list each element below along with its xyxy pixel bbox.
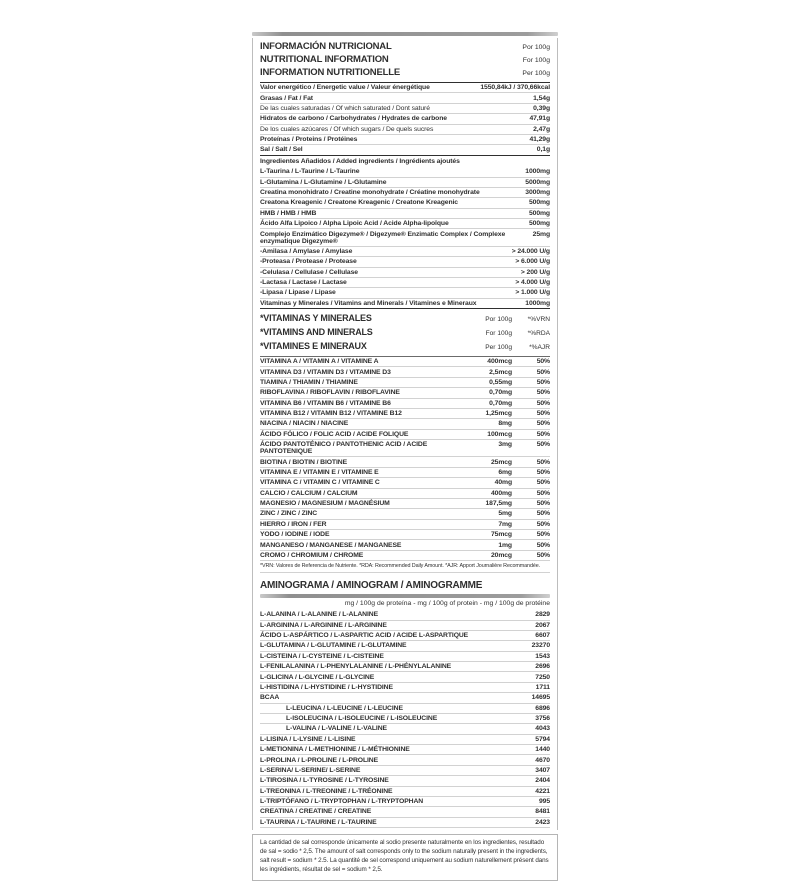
nutrient-name: De las cuales saturadas / Of which saturated / Dont saturé	[260, 104, 430, 112]
amino-acid-name: L-GLICINA / L-GLYCINE / L-GLYCINE	[260, 673, 375, 681]
ingredient-name: Creatina monohidrato / Creatine monohydrate / Créatine monohydrate	[260, 189, 480, 197]
nutrition-row	[260, 103, 550, 113]
amino-acid-name: L-TIROSINA / L-TYROSINE / L-TYROSINE	[260, 777, 389, 785]
nutrient-name: De los cuales azúcares / Of which sugars / De quels sucres	[260, 125, 434, 133]
panel-header	[260, 39, 550, 82]
aminogram-subtitle: mg / 100g de proteína - mg / 100g of protein - mg / 100g de protéine	[344, 600, 550, 608]
vitamins-rows	[260, 356, 550, 560]
vitamin-percent: 50%	[536, 458, 550, 466]
amino-acid-row	[260, 692, 550, 702]
vitamins-per-label: Per 100g	[485, 343, 512, 351]
panel-title: INFORMATION NUTRITIONELLE	[260, 67, 400, 78]
vitamins-per-label: For 100g	[485, 329, 512, 337]
vitamin-row	[260, 377, 550, 387]
nutrition-facts-panel	[252, 38, 558, 830]
vitamin-row	[260, 366, 550, 376]
vitamin-name: MAGNESIO / MAGNESIUM / MAGNÉSIUM	[260, 500, 390, 508]
vitamin-row	[260, 529, 550, 539]
nutrition-row	[260, 92, 550, 102]
amino-acid-row	[260, 682, 550, 692]
vitamin-row	[260, 498, 550, 508]
ingredient-name: Complejo Enzimático Digezyme® / Digezyme® Enzimatic Complex / Complexe enzymatique Digezyme®	[260, 230, 506, 245]
vitamin-amount: 6mg	[498, 468, 512, 476]
ingredient-amount: > 4.000 U/g	[515, 279, 550, 287]
vitamin-amount: 0,70mg	[489, 389, 512, 397]
ingredient-row	[260, 277, 550, 287]
vitamin-amount: 1mg	[498, 541, 512, 549]
vitamin-row	[260, 508, 550, 518]
vitamin-name: VITAMINA D3 / VITAMIN D3 / VITAMINE D3	[260, 368, 391, 376]
vitamins-header-row	[260, 312, 550, 326]
amino-acid-name: L-HISTIDINA / L-HYSTIDINE / L-HYSTIDINE	[260, 683, 393, 691]
amino-acid-row	[260, 817, 550, 827]
vitamin-amount: 400mcg	[487, 358, 512, 366]
vitamins-footnote: *VRN: Valores de Referencia de Nutriente. *RDA: Recommended Daily Amount. *AJR: Apport Journalière Recommandée.	[260, 560, 550, 573]
amino-acid-value: 4670	[535, 756, 550, 764]
vitamin-row	[260, 456, 550, 466]
amino-acid-row	[260, 703, 550, 713]
amino-acid-row	[260, 754, 550, 764]
amino-acid-value: 1440	[535, 746, 550, 754]
vitamin-amount: 100mcg	[487, 430, 512, 438]
vitamin-name: ZINC / ZINC / ZINC	[260, 510, 318, 518]
amino-acid-row	[260, 775, 550, 785]
vitamin-name: ÁCIDO FÓLICO / FOLIC ACID / ACIDE FOLIQUE	[260, 430, 409, 438]
vitamin-row	[260, 398, 550, 408]
ingredient-amount: 500mg	[528, 199, 550, 207]
ingredient-amount: > 24.000 U/g	[511, 247, 550, 255]
vitamin-row	[260, 439, 550, 456]
nutrient-value: 41,29g	[529, 136, 550, 144]
vitamin-name: VITAMINA C / VITAMIN C / VITAMINE C	[260, 479, 380, 487]
amino-acid-value: 8481	[535, 808, 550, 816]
vitamin-percent: 50%	[536, 389, 550, 397]
amino-acid-value: 7250	[535, 673, 550, 681]
amino-acid-name: L-GLUTAMINA / L-GLUTAMINE / L-GLUTAMINE	[260, 642, 407, 650]
nutrition-label	[252, 32, 558, 881]
vitamins-header-row	[260, 326, 550, 340]
ingredient-name: -Lipasa / Lipase / Lipase	[260, 289, 336, 297]
ingredient-row	[260, 228, 550, 245]
vitamin-amount: 0,70mg	[489, 399, 512, 407]
ingredient-row	[260, 177, 550, 187]
amino-acid-row	[260, 620, 550, 630]
vitamin-amount: 5mg	[498, 510, 512, 518]
amino-acid-name: L-FENILALANINA / L-PHENYLALANINE / L-PHÉNYLALANINE	[260, 663, 452, 671]
vitamin-percent: 50%	[536, 378, 550, 386]
ingredient-amount: 500mg	[528, 220, 550, 228]
aminogram-title: AMINOGRAMA / AMINOGRAM / AMINOGRAMME	[260, 580, 483, 592]
nutrient-value: 1,54g	[533, 94, 550, 102]
amino-acid-row	[260, 661, 550, 671]
ingredient-amount: 500mg	[528, 209, 550, 217]
vitamin-row	[260, 357, 550, 366]
ingredient-name: Creatona Kreagenic / Creatone Kreagenic / Creatone Kreagenic	[260, 199, 458, 207]
header-row	[260, 54, 550, 67]
vitamins-section-title: *VITAMINES E MINERAUX	[260, 340, 367, 351]
amino-acid-row	[260, 671, 550, 681]
ingredient-amount: 25mg	[532, 230, 550, 238]
amino-acid-value: 2067	[535, 621, 550, 629]
ingredient-name: -Amilasa / Amylase / Amylase	[260, 247, 353, 255]
amino-acid-value: 2404	[535, 777, 550, 785]
vitamin-name: VITAMINA E / VITAMIN E / VITAMINE E	[260, 468, 379, 476]
ingredient-row	[260, 246, 550, 256]
ingredient-amount: > 6.000 U/g	[515, 258, 550, 266]
nutrient-value: 0,1g	[536, 146, 550, 154]
vitamin-percent: 50%	[536, 551, 550, 559]
vitamin-row	[260, 418, 550, 428]
nutrition-row	[260, 144, 550, 154]
vitamin-amount: 25mcg	[490, 458, 512, 466]
vitamin-name: TIAMINA / THIAMIN / THIAMINE	[260, 378, 358, 386]
vitamin-amount: 1,25mcg	[485, 410, 512, 418]
amino-acid-name: CREATINA / CREATINE / CREATINE	[260, 808, 372, 816]
header-row	[260, 67, 550, 80]
vitamins-per-label: Por 100g	[485, 315, 512, 323]
vitamins-section-title: *VITAMINAS Y MINERALES	[260, 312, 372, 323]
amino-acid-value: 1543	[535, 652, 550, 660]
amino-acid-value: 995	[538, 798, 550, 806]
vitamin-name: YODO / IODINE / IODE	[260, 531, 330, 539]
nutrition-row	[260, 113, 550, 123]
vitamin-percent: 50%	[536, 358, 550, 366]
vitamin-amount: 400mg	[490, 489, 512, 497]
vitamin-amount: 7mg	[498, 520, 512, 528]
ingredient-name: -Celulasa / Cellulase / Cellulase	[260, 268, 358, 276]
amino-acid-row	[260, 651, 550, 661]
amino-acid-row	[260, 734, 550, 744]
vitamin-name: ÁCIDO PANTOTÉNICO / PANTOTHENIC ACID / ACIDE PANTOTENIQUE	[260, 441, 428, 456]
amino-acid-value: 4221	[535, 787, 550, 795]
amino-acid-name: L-TREONINA / L-TREONINE / L-TRÉONINE	[260, 787, 393, 795]
amino-acid-name: L-METIONINA / L-METHIONINE / L-MÉTHIONINE	[260, 746, 410, 754]
amino-acid-name: L-PROLINA / L-PROLINE / L-PROLINE	[260, 756, 379, 764]
amino-acid-row	[260, 723, 550, 733]
vitamin-amount: 8mg	[498, 420, 512, 428]
vitamin-amount: 187,5mg	[485, 500, 512, 508]
panel-title: INFORMACIÓN NUTRICIONAL	[260, 41, 392, 52]
amino-acid-name: L-SERINA/ L-SERINE/ L-SERINE	[260, 766, 361, 774]
ingredient-row	[260, 267, 550, 277]
amino-acid-name: BCAA	[260, 694, 280, 702]
vitamin-row	[260, 477, 550, 487]
amino-acid-value: 5794	[535, 735, 550, 743]
amino-acid-row	[260, 796, 550, 806]
vitamin-percent: 50%	[536, 410, 550, 418]
amino-acid-row	[260, 744, 550, 754]
amino-acid-name: L-ARGININA / L-ARGININE / L-ARGININE	[260, 621, 387, 629]
ingredient-row	[260, 208, 550, 218]
nutrient-value: 47,91g	[529, 115, 550, 123]
per-100g-label: Per 100g	[522, 70, 550, 77]
amino-acid-name: L-ALANINA / L-ALANINE / L-ALANINE	[260, 611, 379, 619]
ingredient-row	[260, 218, 550, 228]
ingredient-amount: 1000mg	[525, 168, 550, 176]
vitamin-row	[260, 488, 550, 498]
vitamin-name: VITAMINA B12 / VITAMIN B12 / VITAMINE B12	[260, 410, 402, 418]
vitamin-name: CALCIO / CALCIUM / CALCIUM	[260, 489, 358, 497]
per-100g-label: For 100g	[522, 57, 550, 64]
nutrient-name: Sal / Salt / Sel	[260, 146, 303, 154]
vitamin-percent: 50%	[536, 479, 550, 487]
vitamin-name: BIOTINA / BIOTIN / BIOTINE	[260, 458, 348, 466]
amino-acid-row	[260, 806, 550, 816]
vitamin-percent: 50%	[536, 441, 550, 449]
nutrient-name: Hidratos de carbono / Carbohydrates / Hydrates de carbone	[260, 115, 447, 123]
nutrient-value: 1550,84kJ / 370,66kcal	[480, 84, 550, 92]
vitamins-pct-label: *%VRN	[527, 315, 550, 323]
vitamin-amount: 3mg	[498, 441, 512, 449]
amino-acid-value: 2423	[535, 818, 550, 826]
nutrient-name: Proteínas / Proteins / Protéines	[260, 136, 358, 144]
vitamin-row	[260, 408, 550, 418]
vitamin-row	[260, 519, 550, 529]
ingredient-row	[260, 298, 550, 308]
per-100g-label: Por 100g	[522, 44, 550, 51]
vitamin-percent: 50%	[536, 531, 550, 539]
added-ingredients-rows	[260, 167, 550, 309]
header-row	[260, 41, 550, 54]
amino-acid-name: L-VALINA / L-VALINE / L-VALINE	[286, 725, 387, 733]
vitamins-section-title: *VITAMINS AND MINERALS	[260, 326, 373, 337]
vitamin-percent: 50%	[536, 510, 550, 518]
ingredient-row	[260, 256, 550, 266]
vitamin-name: VITAMINA B6 / VITAMIN B6 / VITAMINE B6	[260, 399, 391, 407]
vitamins-header	[260, 309, 550, 356]
ingredient-name: Ácido Alfa Lipoico / Alpha Lipoic Acid / Acide Alpha-lipoïque	[260, 220, 449, 228]
amino-acid-value: 3756	[535, 715, 550, 723]
vitamin-amount: 2,5mcg	[489, 368, 512, 376]
amino-acid-value: 4043	[535, 725, 550, 733]
vitamin-name: CROMO / CHROMIUM / CHROME	[260, 551, 364, 559]
amino-acid-row	[260, 786, 550, 796]
vitamin-amount: 0,55mg	[489, 378, 512, 386]
nutrient-name: Grasas / Fat / Fat	[260, 94, 313, 102]
nutrient-value: 0,39g	[533, 104, 550, 112]
top-divider-bar	[252, 32, 558, 36]
vitamin-row	[260, 429, 550, 439]
amino-acid-value: 2696	[535, 663, 550, 671]
ingredient-amount: 5000mg	[525, 178, 550, 186]
amino-acid-value: 14695	[531, 694, 550, 702]
salt-footnote-box: La cantidad de sal corresponde únicamente al sodio presente naturalmente en los ingredientes, resultado de sal = sodio * 2,5. The amount of salt corresponds only to the sodium naturally present in the ingredients, salt result = sodium * 2.5. La quantité de sel correspond uniquement au sodium naturellement présent dans les ingrédients, résultat de sel = sodium * 2,5.	[252, 834, 558, 881]
amino-acid-value: 1711	[535, 683, 550, 691]
ingredient-row	[260, 167, 550, 176]
ingredient-name: -Lactasa / Lactase / Lactase	[260, 279, 347, 287]
vitamin-percent: 50%	[536, 430, 550, 438]
vitamin-row	[260, 387, 550, 397]
vitamin-row	[260, 467, 550, 477]
ingredient-amount: 3000mg	[525, 189, 550, 197]
vitamin-percent: 50%	[536, 420, 550, 428]
amino-acid-row	[260, 630, 550, 640]
vitamin-amount: 75mcg	[490, 531, 512, 539]
vitamins-pct-label: *%RDA	[527, 329, 550, 337]
panel-title: NUTRITIONAL INFORMATION	[260, 54, 389, 65]
amino-acid-name: L-LISINA / L-LYSINE / L-LISINE	[260, 735, 356, 743]
ingredient-row	[260, 197, 550, 207]
ingredient-row	[260, 187, 550, 197]
nutrient-name: Valor energético / Energetic value / Valeur énergétique	[260, 84, 430, 92]
amino-acid-name: L-CISTEINA / L-CYSTEINE / L-CISTEINE	[260, 652, 384, 660]
nutrition-row	[260, 124, 550, 134]
amino-acid-value: 6896	[535, 704, 550, 712]
vitamin-percent: 50%	[536, 489, 550, 497]
vitamin-percent: 50%	[536, 368, 550, 376]
vitamin-row	[260, 539, 550, 549]
ingredient-name: L-Taurina / L-Taurine / L-Taurine	[260, 168, 360, 176]
vitamin-amount: 20mcg	[490, 551, 512, 559]
aminogram-section	[260, 579, 550, 828]
nutrition-row	[260, 134, 550, 144]
nutrient-value: 2,47g	[533, 125, 550, 133]
ingredient-row	[260, 287, 550, 297]
amino-acid-row	[260, 713, 550, 723]
ingredient-name: L-Glutamina / L-Glutamine / L-Glutamine	[260, 178, 387, 186]
amino-acid-row	[260, 610, 550, 619]
nutrition-rows-section	[260, 82, 550, 156]
amino-acid-name: L-TRIPTÓFANO / L-TRYPTOPHAN / L-TRYPTOPHAN	[260, 798, 424, 806]
vitamin-percent: 50%	[536, 468, 550, 476]
amino-acid-row	[260, 640, 550, 650]
ingredient-name: -Proteasa / Protease / Protease	[260, 258, 357, 266]
vitamin-name: NIACINA / NIACIN / NIACINE	[260, 420, 349, 428]
vitamin-percent: 50%	[536, 520, 550, 528]
vitamin-row	[260, 550, 550, 560]
added-ingredients-header: Ingredientes Añadidos / Added ingredients / Ingrédients ajoutés	[260, 157, 460, 165]
vitamins-pct-label: *%AJR	[529, 343, 550, 351]
ingredient-amount: > 1.000 U/g	[515, 289, 550, 297]
amino-acid-row	[260, 765, 550, 775]
vitamin-percent: 50%	[536, 541, 550, 549]
amino-acid-value: 6607	[535, 632, 550, 640]
vitamins-header-row	[260, 340, 550, 354]
amino-acid-name: L-TAURINA / L-TAURINE / L-TAURINE	[260, 818, 377, 826]
amino-acid-name: L-LEUCINA / L-LEUCINE / L-LEUCINE	[286, 704, 403, 712]
ingredient-amount: > 200 U/g	[520, 268, 550, 276]
vitamin-name: VITAMINA A / VITAMIN A / VITAMINE A	[260, 358, 379, 366]
amino-acid-name: ÁCIDO L-ASPÁRTICO / L-ASPARTIC ACID / ACIDE L-ASPARTIQUE	[260, 632, 469, 640]
aminogram-rows	[260, 610, 550, 828]
vitamin-name: RIBOFLAVINA / RIBOFLAVIN / RIBOFLAVINE	[260, 389, 400, 397]
amino-acid-value: 2829	[535, 611, 550, 619]
added-ingredients-section	[260, 156, 550, 309]
vitamin-percent: 50%	[536, 399, 550, 407]
amino-acid-name: L-ISOLEUCINA / L-ISOLEUCINE / L-ISOLEUCINE	[286, 715, 438, 723]
vitamin-name: MANGANESO / MANGANESE / MANGANESE	[260, 541, 402, 549]
vitamin-amount: 40mg	[494, 479, 512, 487]
amino-acid-value: 23270	[531, 642, 550, 650]
ingredient-name: Vitaminas y Minerales / Vitamins and Minerals / Vitamines e Mineraux	[260, 299, 477, 307]
vitamins-minerals-section	[260, 309, 550, 573]
vitamin-percent: 50%	[536, 500, 550, 508]
ingredient-name: HMB / HMB / HMB	[260, 209, 317, 217]
vitamin-name: HIERRO / IRON / FER	[260, 520, 327, 528]
nutrition-row	[260, 83, 550, 92]
ingredient-amount: 1000mg	[525, 299, 550, 307]
amino-acid-value: 3407	[535, 766, 550, 774]
